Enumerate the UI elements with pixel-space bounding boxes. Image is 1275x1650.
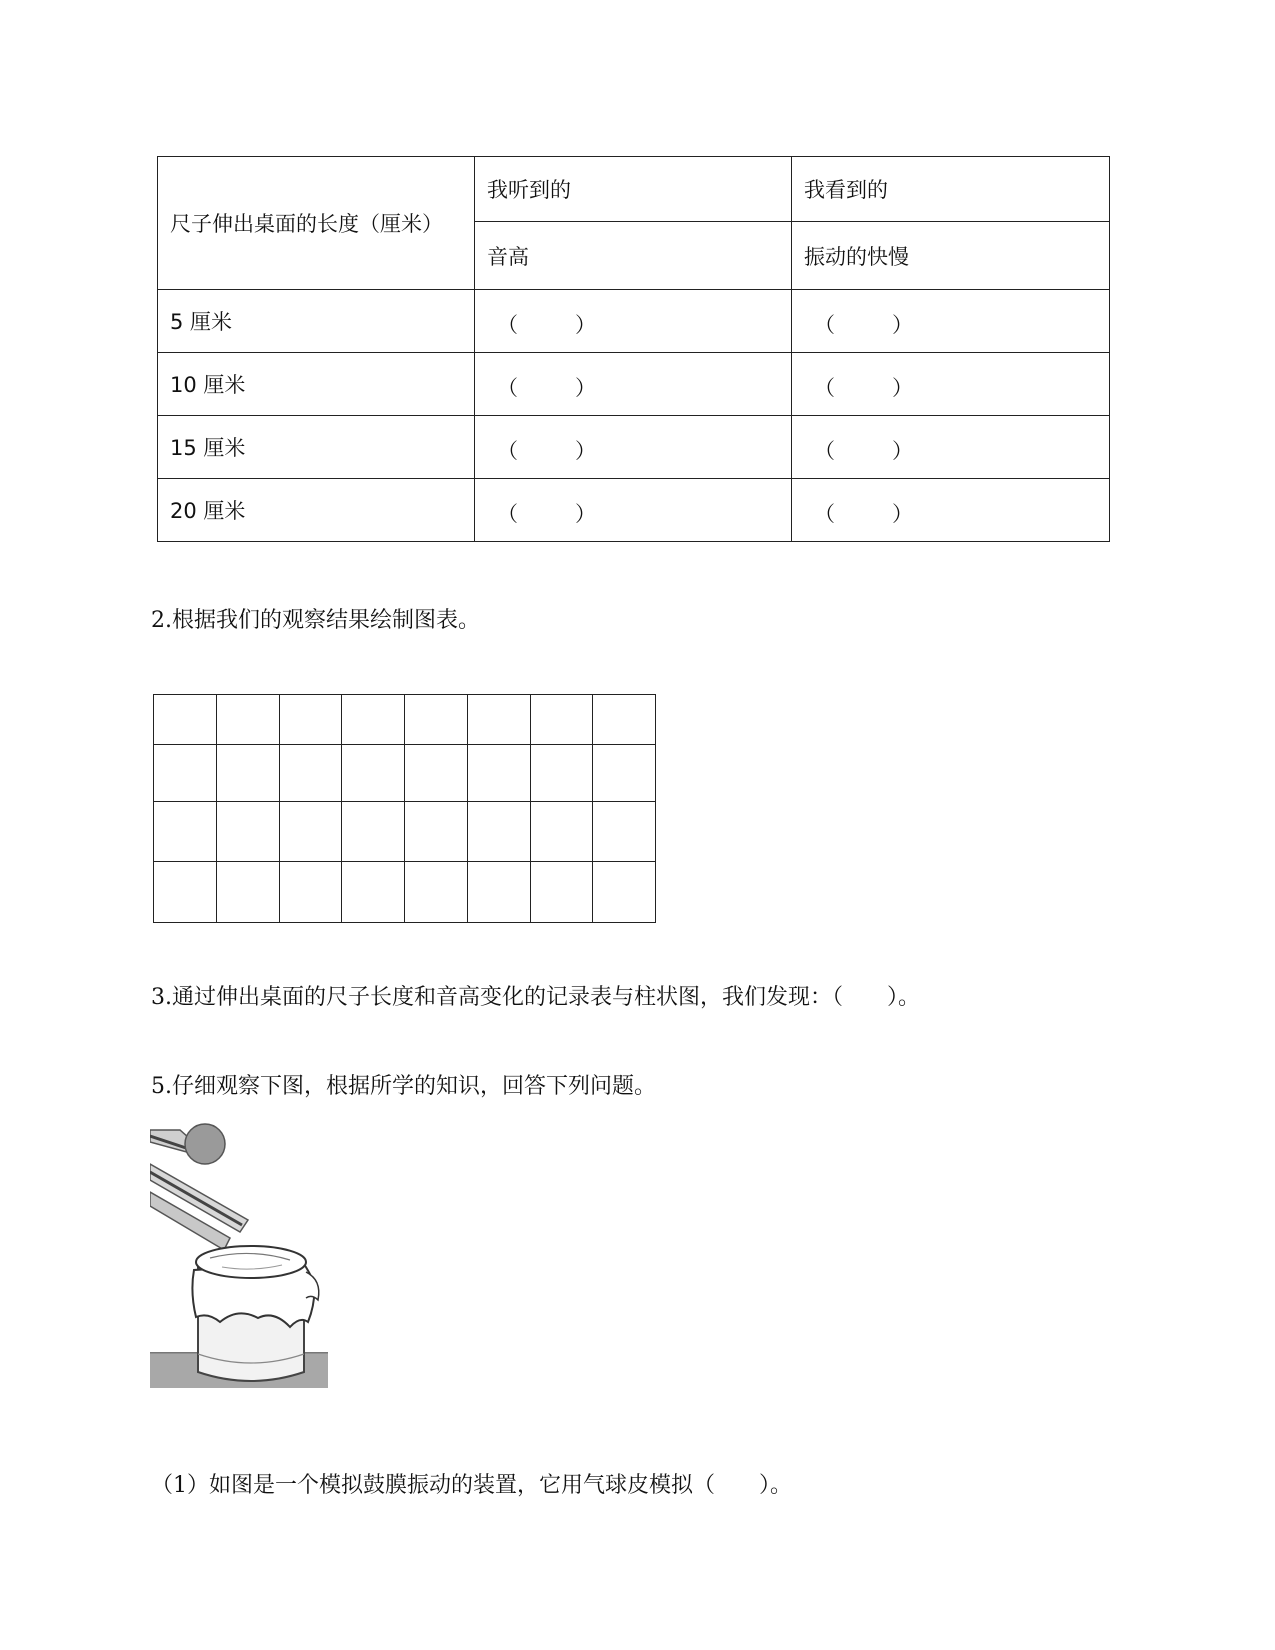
header-heard: 我听到的 bbox=[475, 157, 792, 222]
question-2: 2.根据我们的观察结果绘制图表。 bbox=[151, 608, 480, 633]
observation-table bbox=[157, 156, 1110, 542]
answer-blank[interactable]: （ ） bbox=[475, 416, 792, 479]
chart-grid[interactable] bbox=[153, 694, 656, 923]
eardrum-model-illustration bbox=[150, 1122, 328, 1388]
question-5-1: （1）如图是一个模拟鼓膜振动的装置，它用气球皮模拟（ ）。 bbox=[151, 1473, 792, 1498]
answer-blank[interactable]: （ ） bbox=[792, 353, 1110, 416]
answer-blank[interactable]: （ ） bbox=[792, 479, 1110, 542]
answer-blank[interactable]: （ ） bbox=[475, 290, 792, 353]
question-5: 5.仔细观察下图，根据所学的知识，回答下列问题。 bbox=[151, 1074, 656, 1099]
answer-blank[interactable]: （ ） bbox=[475, 479, 792, 542]
header-length: 尺子伸出桌面的长度（厘米） bbox=[158, 157, 475, 290]
table-row bbox=[158, 416, 1110, 479]
row-length: 5 厘米 bbox=[158, 290, 475, 353]
subheader-vibration-speed: 振动的快慢 bbox=[792, 222, 1110, 290]
row-length: 20 厘米 bbox=[158, 479, 475, 542]
table-row bbox=[158, 353, 1110, 416]
answer-blank[interactable]: （ ） bbox=[792, 416, 1110, 479]
subheader-pitch: 音高 bbox=[475, 222, 792, 290]
table-row bbox=[158, 290, 1110, 353]
header-seen: 我看到的 bbox=[792, 157, 1110, 222]
row-length: 15 厘米 bbox=[158, 416, 475, 479]
row-length: 10 厘米 bbox=[158, 353, 475, 416]
table-row bbox=[158, 479, 1110, 542]
answer-blank[interactable]: （ ） bbox=[792, 290, 1110, 353]
question-3: 3.通过伸出桌面的尺子长度和音高变化的记录表与柱状图，我们发现：（ ）。 bbox=[151, 985, 920, 1010]
answer-blank[interactable]: （ ） bbox=[475, 353, 792, 416]
